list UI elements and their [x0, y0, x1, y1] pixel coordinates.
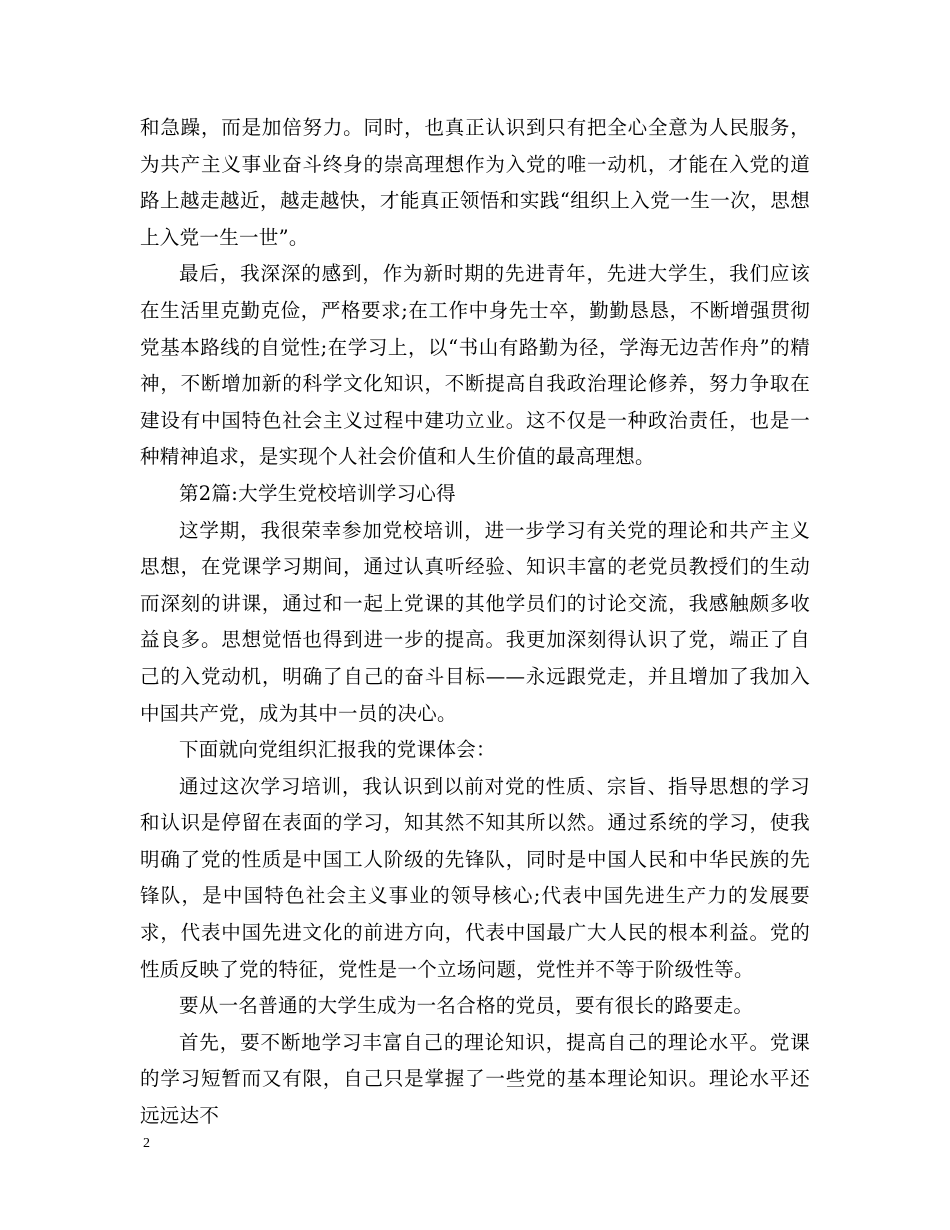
- paragraph-path: 要从一名普通的大学生成为一名合格的党员，要有很长的路要走。: [179, 994, 754, 1018]
- paragraph-conclusion: 最后，我深深的感到，作为新时期的先进青年，先进大学生，我们应该在生活里克勤克俭，严格要求;在工作中身先士卒，勤勤恳恳，不断增强贯彻党基本路线的自觉性;在学习上，以“书山有路勤为径，学海无边苦作舟”的精神，不断增加新的科学文化知识，不断提高自我政治理论修养，努力争取在建设有中国特色社会主义过程中建功立业。这不仅是一种政治责任，也是一种精神追求，是实现个人社会价值和人生价值的最高理想。: [140, 262, 810, 469]
- page-number: 2: [143, 1136, 150, 1151]
- paragraph-report-lead: 下面就向党组织汇报我的党课体会：: [179, 738, 496, 762]
- section-heading: 第2篇:大学生党校培训学习心得: [179, 481, 456, 505]
- paragraph-understanding: 通过这次学习培训，我认识到以前对党的性质、宗旨、指导思想的学习和认识是停留在表面的学习，知其然不知其所以然。通过系统的学习，使我明确了党的性质是中国工人阶级的先锋队，同时是中国人民和中华民族的先锋队，是中国特色社会主义事业的领导核心;代表中国先进生产力的发展要求，代表中国先进文化的前进方向，代表中国最广大人民的根本利益。党的性质反映了党的特征，党性是一个立场问题，党性并不等于阶级性等。: [140, 774, 810, 981]
- paragraph-first-point: 首先，要不断地学习丰富自己的理论知识，提高自己的理论水平。党课的学习短暂而又有限，自己只是掌握了一些党的基本理论知识。理论水平还远远达不: [140, 1030, 810, 1128]
- paragraph-intro: 这学期，我很荣幸参加党校培训，进一步学习有关党的理论和共产主义思想，在党课学习期间，通过认真听经验、知识丰富的老党员教授们的生动而深刻的讲课，通过和一起上党课的其他学员们的讨论交流，我感触颇多收益良多。思想觉悟也得到进一步的提高。我更加深刻得认识了党，端正了自己的入党动机，明确了自己的奋斗目标——永远跟党走，并且增加了我加入中国共产党，成为其中一员的决心。: [140, 518, 810, 725]
- paragraph-continuation: 和急躁，而是加倍努力。同时，也真正认识到只有把全心全意为人民服务，为共产主义事业奋斗终身的崇高理想作为入党的唯一动机，才能在入党的道路上越走越近，越走越快，才能真正领悟和实践“组织上入党一生一次，思想上入党一生一世”。: [140, 116, 810, 249]
- document-body: [140, 110, 810, 1135]
